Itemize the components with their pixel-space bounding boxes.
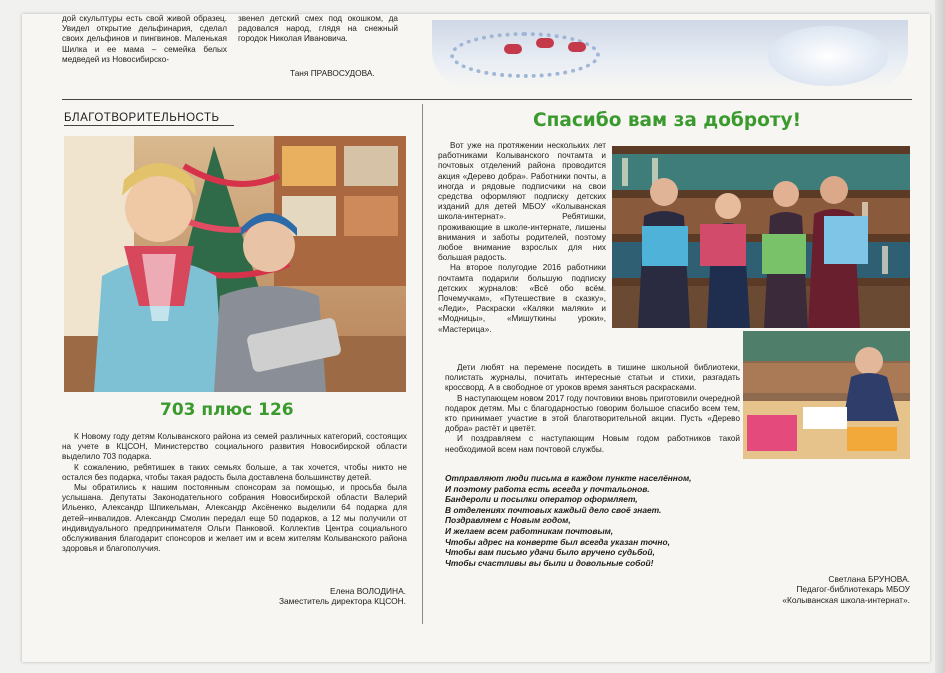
right-paragraph-3: И поздравляем с наступающим Новым годом работников такой необходимой всем нам почтовой службы.	[445, 434, 740, 454]
previous-article-text-1: дой скульптуры есть свой живой образец. Увидел открытие дельфинария, сделал своих дельфинов и пингвинов. Маленькая Шилка и ее мама – семейка белых медведей из Новосибирско-	[62, 14, 227, 64]
poem-line: Чтобы адрес на конверте был всегда указан точно,	[445, 536, 670, 547]
right-intro-paragraph-1: Вот уже на протяжении нескольких лет работниками Колыванского почтамта и почтовых отделений района проводится акция «Дерево добра». Работники почты, а иногда и рядовые подписчики на свои средства оформляют подписку детских изданий для детей МБОУ «Колыванская школа-интернат». Ребятишки, проживающие в школе-интернате, лишены внимания и заботы родителей, поэтому любое внимание взрослых для них большая радость.	[438, 141, 606, 263]
left-paragraph-2: К сожалению, ребятишек в таких семьях больше, а так хочется, чтобы никто не остался без подарка, чтобы такая радость была доставлена большинству детей.	[62, 462, 407, 482]
right-headline: Спасибо вам за доброту!	[533, 110, 802, 131]
charity-photo	[64, 136, 406, 392]
right-paragraph-2: В наступающем новом 2017 году почтовики вновь приготовили очередной подарок детям. Мы с благодарностью говорим большое спасибо всем тем, кто принимает участие в этой благотворительной акции. Пусть «Дерево добра» растёт и цветёт.	[445, 393, 740, 434]
poem-line: Поздравляем с Новым годом,	[445, 515, 571, 526]
poem-line: И желаем всем работникам почтовым,	[445, 525, 614, 536]
poem-line: Отправляют люди письма в каждом пункте населённом,	[445, 473, 692, 483]
right-signature-name: Светлана БРУНОВА.	[828, 574, 910, 584]
library-girls-illustration	[612, 146, 910, 328]
right-signature	[700, 574, 910, 605]
right-paragraph-1: Дети любят на перемене посидеть в тишине школьной библиотеки, полистать журналы, почитать интересные статьи и стихи, разгадать кроссворд. А в свободное от уроков время заняться раскрасками.	[445, 363, 740, 393]
congratulation-poem	[445, 473, 745, 568]
left-article-body	[62, 432, 407, 554]
poem-line: Чтобы вам письмо удачи было вручено судьбой,	[445, 547, 655, 558]
boy-drawing-photo	[743, 331, 910, 459]
right-signature-role-1: Педагог-библиотекарь МБОУ	[796, 584, 910, 595]
right-intro-paragraph-2: На второе полугодие 2016 работники почтамта подарили большую подписку детских журналов: «Всё обо всём. Почемучкам», «Путешествие в сказку», «Леди», Раскраски «Каляки маляки» и «Модницы», «Мишуткины уроки», «Мастерица».	[438, 263, 606, 334]
poem-line: Бандероли и посылки оператор оформляет,	[445, 494, 638, 505]
ornament-shape	[536, 38, 554, 48]
ornament-shape	[568, 42, 586, 52]
previous-article-column-1	[62, 14, 227, 65]
column-divider	[422, 104, 423, 624]
previous-article-column-2	[238, 14, 398, 45]
poem-line: Чтобы счастливы вы были и довольные собой!	[445, 557, 654, 568]
left-paragraph-1: К Новому году детям Колыванского района из семей различных категорий, состоящих на учете в КЦСОН, Министерство социального развития Новосибирской области выделило 703 подарка.	[62, 432, 407, 462]
left-paragraph-3: Мы обратились к нашим постоянным спонсорам за помощью, и просьба была услышана. Депутаты Законодательного собрания Новосибирской области Валерий Ильенко, Александр Шпикельман, Александр Аксёненко выделили 64 подарка для детей–инвалидов. Александр Смолин передал еще 50 подарков, а 12 мы получили от индивидуального предпринимателя Ольги Панковой. Коллектив Центра социального обслуживания благодарит спонсоров и желает им и всем жителям Колыванского района здоровья и благополучия.	[62, 483, 407, 554]
page-edge	[935, 0, 945, 673]
left-signature-role: Заместитель директора КЦСОН.	[278, 596, 406, 607]
library-girls-photo	[612, 146, 910, 328]
right-article-body	[445, 363, 740, 455]
poem-line: И поэтому работа есть всегда у почтальонов.	[445, 483, 650, 494]
poem-line: В отделениях почтовых каждый дело своё знает.	[445, 504, 662, 515]
decoration-ring	[450, 32, 600, 78]
charity-photo-illustration	[64, 136, 406, 392]
winter-decoration-image	[432, 20, 908, 90]
right-article-intro	[438, 141, 606, 335]
previous-article-signature: Таня ПРАВОСУДОВА.	[290, 68, 375, 78]
section-underline	[64, 125, 234, 126]
horizontal-divider	[62, 99, 912, 100]
ornament-shape	[504, 44, 522, 54]
left-signature-name: Елена ВОЛОДИНА.	[330, 586, 406, 596]
decoration-glow	[768, 26, 888, 86]
left-signature	[200, 586, 406, 607]
right-signature-role-2: «Колыванская школа-интернат».	[782, 594, 910, 605]
previous-article-text-2: звенел детский смех под окошком, да радовался народ, глядя на снежный городок Николая Ивановича.	[238, 14, 398, 44]
section-title: БЛАГОТВОРИТЕЛЬНОСТЬ	[64, 112, 220, 124]
left-headline: 703 плюс 126	[160, 400, 294, 420]
boy-drawing-illustration	[743, 331, 910, 459]
